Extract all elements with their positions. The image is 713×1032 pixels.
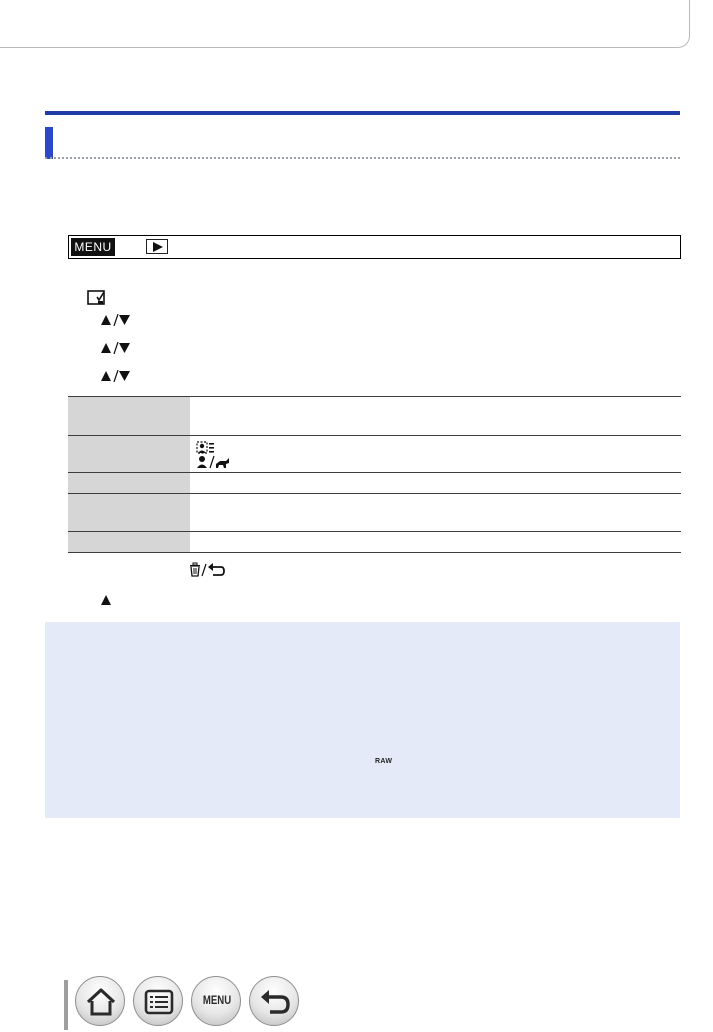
table-label-cell (68, 494, 190, 532)
table-label-cell (68, 436, 190, 473)
section-heading-underline (45, 157, 680, 159)
menu-button-label: MENU (202, 993, 232, 1007)
select-checkbox-icon (87, 290, 107, 307)
up-down-arrows-icon (100, 314, 132, 326)
up-down-arrows-icon (100, 342, 132, 354)
table-row (68, 397, 681, 436)
table-description-cell (190, 473, 681, 494)
table-description-cell (190, 532, 681, 553)
table-label-cell (68, 397, 190, 436)
contents-button[interactable] (133, 976, 183, 1026)
table-description-cell (190, 397, 681, 436)
table-label-cell (68, 473, 190, 494)
section-top-rule (45, 111, 680, 115)
section-heading-marker (45, 127, 53, 159)
delete-return-icon (188, 562, 226, 577)
table-row (68, 473, 681, 494)
playback-menu-icon (146, 239, 168, 254)
table-description-cell (190, 436, 681, 473)
raw-format-icon: RAW (375, 758, 393, 765)
up-down-arrows-icon (100, 370, 132, 382)
menu-button[interactable] (191, 976, 241, 1026)
home-button[interactable] (75, 976, 125, 1026)
menu-path-box (68, 235, 681, 259)
table-description-cell (190, 494, 681, 532)
list-icon (134, 977, 184, 1027)
page-header-frame (0, 0, 690, 48)
return-icon (250, 977, 300, 1027)
face-recognition-icon (196, 441, 218, 455)
footer-divider (64, 980, 68, 1030)
table-label-cell (68, 532, 190, 553)
settings-table (68, 396, 681, 553)
menu-key-icon: MENU (71, 238, 115, 256)
back-button[interactable] (249, 976, 299, 1026)
table-row (68, 494, 681, 532)
table-row (68, 532, 681, 553)
notes-panel (45, 622, 680, 818)
up-arrow-icon (100, 594, 112, 606)
home-icon (76, 977, 126, 1027)
child-pet-icon (196, 455, 230, 469)
table-row (68, 436, 681, 473)
